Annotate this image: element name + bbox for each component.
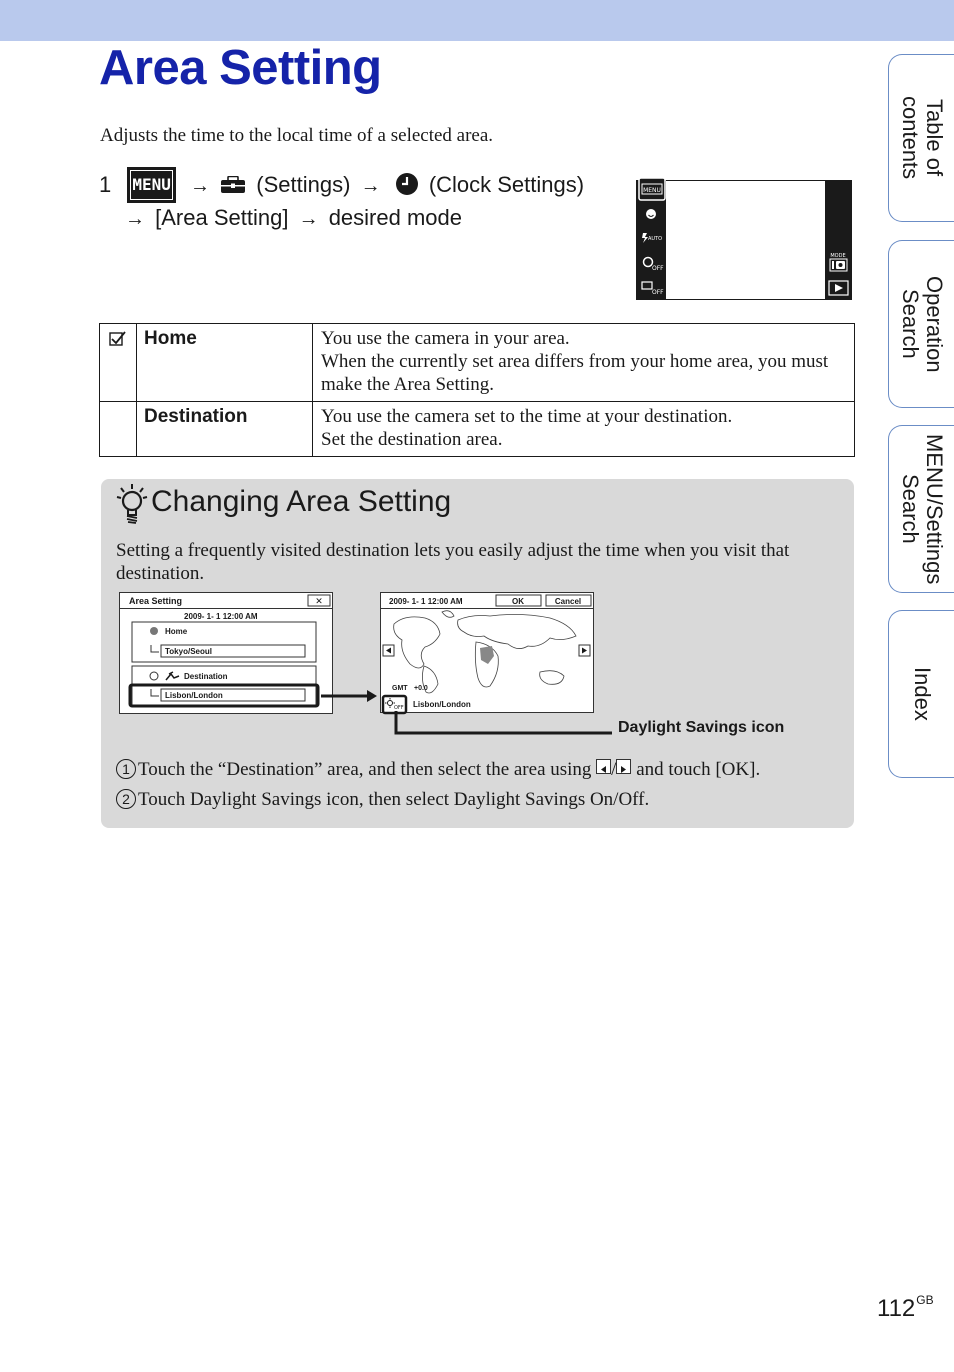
arrow-icon: → [190,175,211,197]
tab-menu-settings-search[interactable] [888,425,954,593]
default-cell [100,402,137,457]
description-line: You use the camera in your area. [321,328,570,349]
ok-button: OK [512,597,524,606]
default-cell [100,324,137,402]
right-arrow-icon [616,759,631,774]
tab-table-of-contents[interactable] [888,54,954,222]
pointer-arrow [319,679,379,719]
page-number-suffix: GB [916,1293,934,1307]
dst-off-text: OFF [394,705,404,711]
screen-b-city: Lisbon/London [413,700,471,709]
mode-name: Destination [137,402,313,457]
menu-icon: MENU [127,167,176,203]
toolbox-icon [220,176,246,194]
table-row [100,324,855,402]
menu-button-icon [639,178,665,200]
screen-a-datetime: 2009- 1- 1 12:00 AM [184,612,258,621]
cancel-button: Cancel [554,597,582,606]
self-timer-text: OFF [652,265,664,272]
top-banner [0,0,954,41]
tab-label: Index [910,667,935,721]
smile-icon [646,209,656,219]
page-number-value: 112 [877,1295,916,1322]
gmt-label: GMT [392,685,408,692]
mode-description [313,324,855,402]
intro-text: Adjusts the time to the local time of a selected area. [100,125,494,146]
arrow-icon: → [298,208,319,230]
tab-index[interactable] [888,610,954,778]
page-title: Area Setting [99,41,382,95]
description-line: You use the camera set to the time at your destination. [321,406,733,427]
table-row [100,402,855,457]
left-arrow-icon [596,759,611,774]
destination-city: Lisbon/London [165,691,223,700]
page-number [877,1293,934,1323]
checkmark-icon [109,330,127,346]
arrow-icon: → [360,175,381,197]
desired-mode-label: desired mode [328,205,462,230]
hint-step-2 [116,789,649,811]
lightbulb-icon [116,482,152,524]
callout-line [394,711,614,737]
hint-title: Changing Area Setting [151,485,452,518]
settings-label: (Settings) [256,172,351,197]
destination-label: Destination [184,672,228,681]
hint-step-1 [116,759,760,781]
screen-b-datetime: 2009- 1- 1 12:00 AM [389,597,463,606]
description-line: When the currently set area differs from your home area, you must make the Area Setting. [321,351,829,395]
tab-operation-search[interactable] [888,240,954,408]
menu-button-text: MENU [643,187,661,194]
display-text: OFF [652,289,664,296]
flash-mode-text: AUTO [648,236,663,242]
camera-screen-illustration [636,175,852,301]
daylight-savings-caption: Daylight Savings icon [618,719,785,736]
mode-table [99,323,855,457]
hint-step-2-text: Touch Daylight Savings icon, then select Daylight Savings On/Off. [138,789,650,810]
hint-step-1-text-a: Touch the “Destination” area, and then select the area using [138,759,592,780]
mode-text: MODE [830,253,846,259]
procedure [99,167,584,234]
hint-text: Setting a frequently visited destination lets you easily adjust the time when you visit that destination. [116,540,790,584]
step-number-icon: 1 [116,759,136,779]
mode-icon [830,253,847,271]
area-setting-label: [Area Setting] [155,205,289,230]
mode-name: Home [137,324,313,402]
close-icon: ✕ [315,597,323,607]
mode-description [313,402,855,457]
step-number-icon: 2 [116,789,136,809]
tab-label: Table of contents [898,96,947,180]
arrow-icon: → [125,208,145,230]
hint-box [101,479,854,828]
slash-separator: / [611,759,617,780]
screen-a-title: Area Setting [129,596,183,606]
description-line: Set the destination area. [321,429,503,450]
step-number: 1 [99,172,112,197]
tab-label: MENU/Settings Search [898,433,947,585]
clock-icon [395,172,419,196]
home-label: Home [165,627,188,636]
world-map-screen [380,592,597,717]
area-setting-screen [119,592,333,714]
tab-label: Operation Search [898,275,947,373]
clock-settings-label: (Clock Settings) [428,172,585,197]
gmt-offset: +0.0 [414,685,428,692]
home-city: Tokyo/Seoul [165,647,212,656]
hint-step-1-text-b: and touch [OK]. [636,759,761,780]
